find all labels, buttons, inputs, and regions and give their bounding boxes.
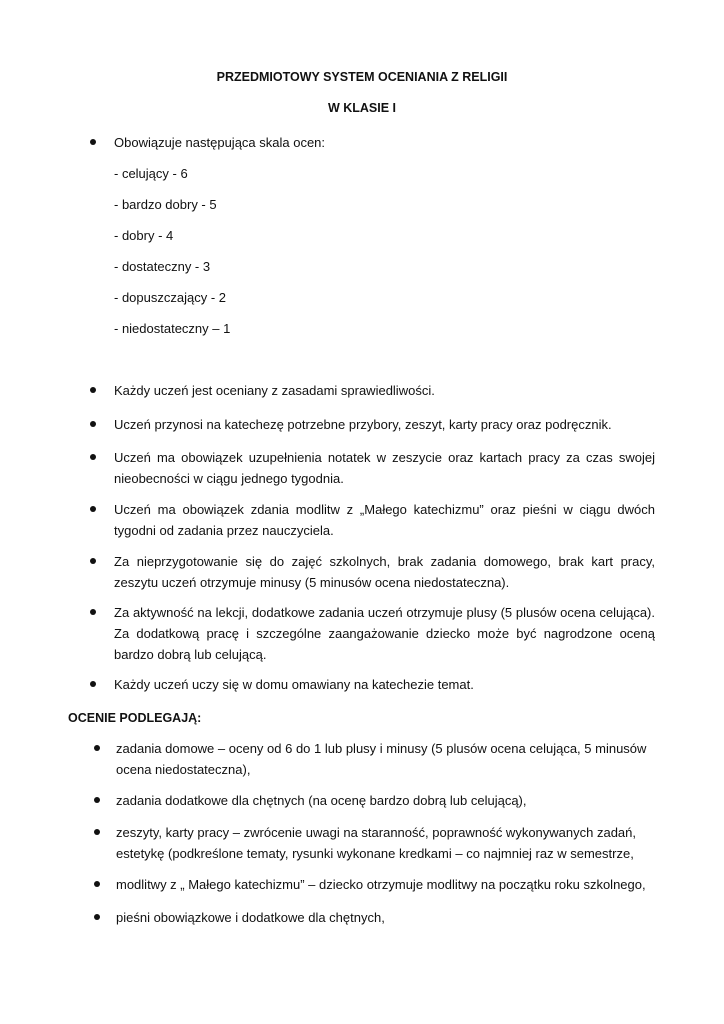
scale-item: - dobry - 4	[114, 228, 174, 243]
bullet-icon	[88, 551, 100, 572]
bullet-icon	[88, 499, 100, 520]
bullet-icon	[92, 907, 104, 928]
rule-item: Uczeń przynosi na katechezę potrzebne przybory, zeszyt, karty pracy oraz podręcznik.	[114, 417, 612, 432]
bullet-icon	[92, 822, 104, 843]
scale-item: - dopuszczający - 2	[114, 290, 226, 305]
scale-item: - niedostateczny – 1	[114, 321, 231, 336]
graded-item: modlitwy z „ Małego katechizmu” – dziecko otrzymuje modlitwy na początku roku szkolnego,	[116, 877, 646, 892]
scale-item: - dostateczny - 3	[114, 259, 211, 274]
rule-item: Każdy uczeń uczy się w domu omawiany na katechezie temat.	[114, 677, 474, 692]
document-title: PRZEDMIOTOWY SYSTEM OCENIANIA Z RELIGII	[216, 70, 508, 84]
graded-item: zeszyty, karty pracy – zwrócenie uwagi na staranność, poprawność wykonywanych zadań, estetykę (podkreślone tematy, rysunki wykonane kredkami – co najmniej raz w semestrze,	[116, 825, 637, 861]
graded-item: pieśni obowiązkowe i dodatkowe dla chętnych,	[116, 910, 385, 925]
rule-item: Każdy uczeń jest oceniany z zasadami sprawiedliwości.	[114, 383, 435, 398]
graded-item: zadania domowe – oceny od 6 do 1 lub plusy i minusy (5 plusów ocena celująca, 5 minusów ocena niedostateczna),	[116, 741, 647, 777]
bullet-icon	[88, 380, 100, 401]
rule-item: Uczeń ma obowiązek uzupełnienia notatek w zeszycie oraz kartach pracy za czas swojej nieobecności w ciągu jednego tygodnia.	[114, 450, 655, 486]
document-subtitle: W KLASIE I	[327, 101, 397, 115]
bullet-icon	[88, 602, 100, 623]
bullet-icon	[88, 447, 100, 468]
bullet-icon	[88, 414, 100, 435]
bullet-icon	[88, 674, 100, 695]
scale-intro: Obowiązuje następująca skala ocen:	[114, 135, 326, 150]
graded-item: zadania dodatkowe dla chętnych (na ocenę bardzo dobrą lub celującą),	[116, 793, 527, 808]
rule-item: Za nieprzygotowanie się do zajęć szkolnych, brak zadania domowego, brak kart pracy, zeszytu uczeń otrzymuje minusy (5 minusów ocena niedostateczna).	[114, 554, 655, 590]
bullet-icon	[92, 874, 104, 895]
rule-item: Uczeń ma obowiązek zdania modlitw z „Małego katechizmu” oraz pieśni w ciągu dwóch tygodni od zadania przez nauczyciela.	[114, 502, 655, 538]
bullet-icon	[92, 790, 104, 811]
scale-item: - bardzo dobry - 5	[114, 197, 217, 212]
scale-item: - celujący - 6	[114, 166, 188, 181]
bullet-icon	[88, 132, 100, 153]
graded-heading: OCENIE PODLEGAJĄ:	[68, 711, 202, 725]
bullet-icon	[92, 738, 104, 759]
rule-item: Za aktywność na lekcji, dodatkowe zadania uczeń otrzymuje plusy (5 plusów ocena celująca). Za dodatkową pracę i szczególne zaangażowanie dziecko może być nagrodzone oceną bardzo dobrą lub celującą.	[114, 605, 655, 662]
